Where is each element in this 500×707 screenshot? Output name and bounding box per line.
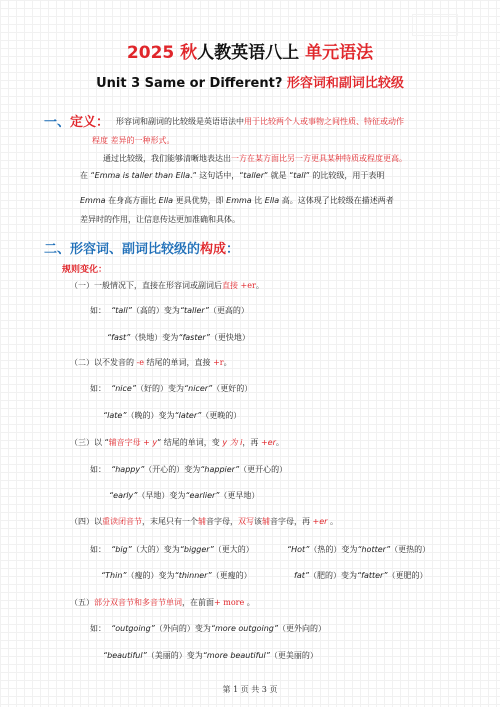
example-comparative: “nicer” [184,384,213,393]
section-title: 定义： [70,115,110,130]
definition-line-2: 程度 差异的一种形式。 [92,136,175,145]
example-meaning: （瘦的）变为 [126,571,175,580]
definition-line-5 [80,195,394,206]
text: ” 就是 “ [264,171,294,180]
example-prefix: 如： [90,545,106,554]
example-meaning: （更瘦的） [211,571,252,580]
section-number: 一、 [44,115,71,130]
text: 更具优势，即 [173,196,227,205]
page-footer: 第 1 页 共 3 页 [222,685,278,694]
example-meaning: （热的）变为 [309,545,358,554]
example-comparative: “hotter” [357,545,391,554]
rule-2 [70,357,232,368]
example-word: tall [293,171,306,180]
rule-4 [70,516,338,527]
corner-mark [412,14,458,36]
rule-text: ，在前面 [182,598,214,607]
rule-end: 。 [223,358,232,367]
name: Emma [80,196,106,205]
definition-line-4 [80,170,384,181]
definition-highlight: 用于比较两个人或事物之间性质、特征或动作 [244,117,404,126]
example-meaning: （快地）变为 [130,333,179,342]
definition-text: 通过比较级，我们能够清晰地表达出 [103,154,231,163]
example-meaning: （更大的） [213,545,254,554]
rule-4-example-2 [287,544,430,555]
rule-changes-label: 规则变化： [62,265,108,275]
example-meaning: （早地）变为 [137,491,186,500]
rule-text: 结尾的单词，直接 [143,358,214,367]
example-word: “Hot” [287,545,310,554]
rule-3-example-2 [109,490,259,501]
text: 在 “ [80,171,95,180]
rule-3 [70,437,284,448]
text: ” 的比较级，用于表明 [305,171,385,180]
section-number: 二、 [44,242,71,257]
example-word: “fast” [107,333,131,342]
example-word: “nice” [111,384,136,393]
rule-text: （一）一般情况下，直接在形容词或副词后 [70,281,222,290]
example-word: “Thin” [101,571,127,580]
rule-highlight: 辅 [198,517,206,526]
rule-3-example-1 [90,464,287,475]
example-comparative: “happier” [200,465,240,474]
example-word: “outgoing” [111,624,155,633]
example-prefix: 如： [90,384,106,393]
rule-highlight: 直接 +er [222,281,256,290]
example-meaning: （美丽的）变为 [146,651,203,660]
rule-highlight: +r [213,358,224,367]
rule-text: ，末尾只有一个 [142,517,198,526]
example-comparative: “taller” [179,306,209,315]
rule-4-example-3 [101,570,252,581]
rule-highlight: +er [260,438,276,447]
text: 在身高方面比 [105,196,159,205]
example-comparative: “thinner” [174,571,212,580]
example-meaning: （外向的）变为 [154,624,211,633]
section-title: 形容词、副词比较级的 [70,242,201,257]
rule-text: （三）以 “ [70,438,109,447]
rule-highlight: 辅 [262,517,270,526]
example-meaning: （更早地） [219,491,260,500]
text: 高。这体现了比较级在描述两者 [279,196,394,205]
rule-2-example-2 [103,410,241,421]
rule-text: 音字母， [206,517,238,526]
example-word: taller [243,171,264,180]
page-subtitle [0,72,500,91]
example-meaning: （肥的）变为 [309,571,357,580]
rule-text: ” 结尾的单词，变 [157,438,223,447]
subtitle-topic: 形容词和副词比较级 [286,76,404,91]
example-meaning: （大的）变为 [131,545,180,554]
example-meaning: （更好的） [212,384,253,393]
rule-highlight: 辅音字母 [108,438,141,447]
rule-text: ，再 [242,438,261,447]
example-word: “big” [111,545,132,554]
rule-text: 该 [254,517,262,526]
example-meaning: （更高的） [208,306,249,315]
example-word: “happy” [111,465,145,474]
text: .” 这句话中，“ [190,171,244,180]
rule-highlight: 重读闭音节 [102,517,142,526]
example-word: “tall” [111,306,132,315]
subtitle-unit: Unit 3 Same or Different? [96,76,283,91]
example-comparative: “later” [174,411,202,420]
definition-line-1 [116,116,404,127]
example-prefix: 如： [90,306,106,315]
example-prefix: 如： [90,465,106,474]
title-topic: 单元语法 [305,43,374,63]
example-word: “early” [109,491,138,500]
rule-end: 。 [244,598,255,607]
rule-highlight: 双写 [238,517,254,526]
example-meaning: （更快地） [209,333,250,342]
example-comparative: “more outgoing” [210,624,279,633]
rule-2-example-1 [90,383,252,394]
example-prefix: 如： [90,624,106,633]
rule-highlight: 部分双音节和多音节单词 [94,598,182,607]
rule-text: （四）以 [70,517,102,526]
example-meaning: （更外向的） [278,624,327,633]
rule-highlight: -e [136,358,144,367]
rule-text: （五） [70,598,94,607]
rule-4-example-1 [90,544,254,555]
example-word: “beautiful” [103,651,147,660]
rule-end: 。 [275,438,284,447]
name: Ella [264,196,280,205]
rule-5 [70,597,255,608]
example-meaning: （更开心的） [239,465,288,474]
example-comparative: “fatter” [357,571,388,580]
rule-highlight: +er [312,517,328,526]
text: 比 [251,196,265,205]
section-definition-heading [44,111,109,130]
rule-5-example-1 [90,623,326,634]
example-meaning: （更热的） [390,545,431,554]
rule-end: 。 [327,517,339,526]
page-title [0,38,500,63]
example-word: “late” [103,411,127,420]
section-formation-heading [44,238,239,257]
rule-1-example-2 [107,332,250,343]
example-meaning: （更肥的） [387,571,428,580]
example-comparative: “faster” [178,333,210,342]
name: Emma [226,196,252,205]
example-meaning: （好的）变为 [136,384,184,393]
section-title-colon: ： [226,242,240,257]
title-textbook: 人教英语八上 [197,43,300,63]
rule-1-example-1 [90,305,249,316]
rule-1 [70,280,264,291]
example-meaning: （更美丽的） [269,651,318,660]
section-title-highlight: 构成 [200,242,227,257]
rule-4-example-4 [294,570,428,581]
definition-line-6: 差异时的作用，让信息传达更加准确和具体。 [80,215,240,224]
definition-text: 形容词和副词的比较级是英语语法中 [116,117,244,126]
name: Ella [158,196,174,205]
example-sentence: Emma is taller than Ella [94,171,191,180]
rule-highlight: y 为 i [222,438,243,447]
example-comparative: “earlier” [185,491,220,500]
definition-line-3 [103,153,407,164]
rule-highlight: + more [214,598,245,607]
example-word: fat” [294,571,309,580]
rule-5-example-2 [103,650,318,661]
example-comparative: “more beautiful” [202,651,270,660]
rule-highlight: + y [140,438,158,447]
rule-text: 音字母，再 [270,517,313,526]
definition-highlight: 一方在某方面比另一方更具某种特质或程度更高。 [231,154,407,163]
example-meaning: （更晚的） [201,411,242,420]
example-meaning: （晚的）变为 [126,411,175,420]
example-meaning: （高的）变为 [131,306,180,315]
title-year: 2025 [126,43,175,63]
example-meaning: （开心的）变为 [144,465,201,474]
rule-text: （二）以不发音的 [70,358,137,367]
rule-end: 。 [255,281,264,290]
example-comparative: “bigger” [179,545,214,554]
title-season: 秋 [180,43,198,63]
